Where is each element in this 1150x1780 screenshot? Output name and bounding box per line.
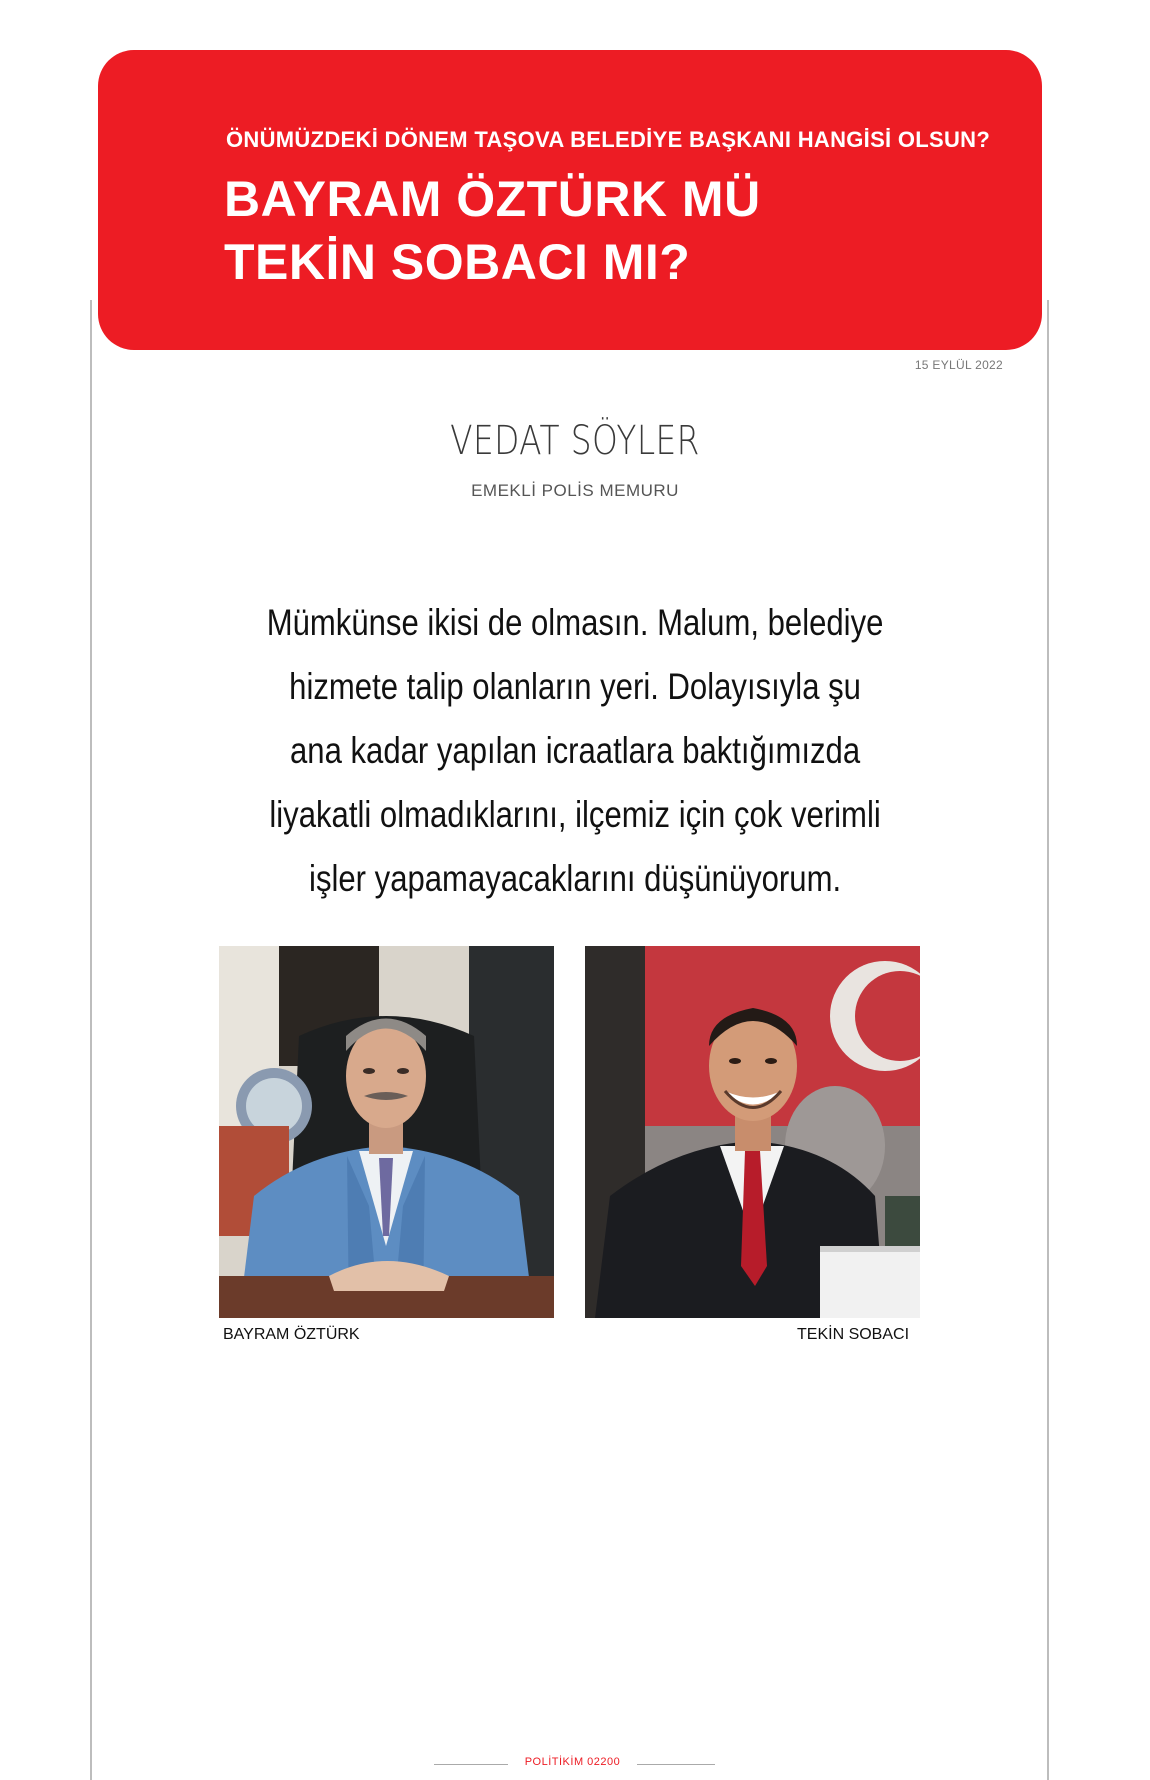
author-title: EMEKLİ POLİS MEMURU [471, 481, 679, 500]
footer-divider-right [637, 1764, 715, 1765]
body-line: hizmete talip olanların yeri. Dolayısıyla şu [289, 666, 861, 707]
body-line: işler yapamayacaklarını düşünüyorum. [308, 858, 842, 899]
photo-caption-bayram-ozturk: BAYRAM ÖZTÜRK [223, 1326, 360, 1343]
kicker: ÖNÜMÜZDEKİ DÖNEM TAŞOVA BELEDİYE BAŞKANI HANGİSİ OLSUN? [226, 127, 991, 152]
footer-text: POLİTİKİM 02200 [524, 1756, 621, 1768]
photo-caption-tekin-sobaci: TEKİN SOBACI [797, 1326, 910, 1343]
portrait-photo-tekin-sobaci [585, 946, 920, 1318]
headline-line-2: TEKİN SOBACI MI? [224, 234, 691, 290]
body-line: liyakatli olmadıklarını, ilçemiz için çok verimli [269, 794, 881, 835]
page-frame-right [1047, 300, 1049, 1780]
headline-line-1: BAYRAM ÖZTÜRK MÜ [224, 171, 761, 227]
footer-divider-left [434, 1764, 508, 1765]
body-line: Mümkünse ikisi de olmasın. Malum, belediye [266, 602, 884, 643]
portrait-photo-bayram-ozturk [219, 946, 554, 1318]
body-line: ana kadar yapılan icraatlara baktığımızda [289, 730, 861, 771]
author-name: VEDAT SÖYLER [450, 418, 700, 464]
page-frame-left [90, 300, 92, 1780]
headline [224, 168, 761, 294]
publish-date: 15 EYLÜL 2022 [914, 358, 1003, 372]
article-body [0, 591, 1150, 911]
